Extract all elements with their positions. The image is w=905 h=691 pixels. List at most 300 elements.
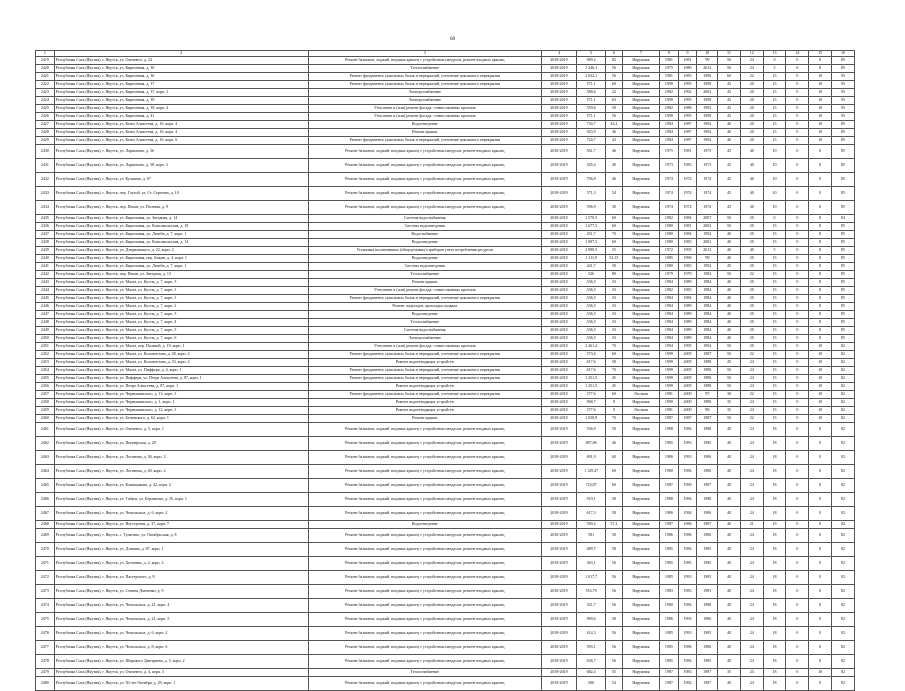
table-cell: 1987 (678, 415, 697, 423)
table-cell: 2018-2019 (541, 255, 576, 263)
table-cell: Республика Саха (Якутия), г. Якутск, ул. Кирпичная, д. 30 (54, 65, 308, 73)
table-cell: 45 (718, 89, 741, 97)
table-cell: 70 (606, 343, 623, 351)
table-cell: 24 (740, 367, 763, 375)
table-cell: 2018-2019 (541, 529, 576, 543)
table-cell: 85 (832, 279, 855, 287)
table-cell: 2478 (36, 655, 55, 669)
table-cell: 1980 (660, 263, 679, 271)
table-cell: 571,3 (577, 187, 606, 201)
table-row (36, 113, 855, 121)
table-cell: 2018-2019 (541, 507, 576, 521)
table-cell: 8 (809, 327, 832, 335)
table-cell: 2007 (697, 215, 718, 223)
table-cell: 18 (763, 655, 786, 669)
table-cell: 0 (786, 319, 809, 327)
table-cell: 1981 (660, 391, 679, 399)
table-cell: 0 (786, 263, 809, 271)
table-cell: 2018-2019 (541, 201, 576, 215)
table-cell: 55 (606, 247, 623, 255)
table-cell: 56 (606, 557, 623, 571)
table-cell: 45 (718, 97, 741, 105)
table-cell: 22 (740, 73, 763, 81)
table-cell: Ремонт фундамента, цокольных балок и перекрытий, утепление цокольного перекрытия (308, 375, 541, 383)
table-cell: 1990 (660, 97, 679, 105)
table-cell: 15 (763, 327, 786, 335)
table-cell: 2018-2019 (541, 215, 576, 223)
table-cell: Ремонт балконов, лоджий, входных крылец с устройством пандусов, ремонт входных крылец (308, 529, 541, 543)
table-cell: 2018-2019 (541, 279, 576, 287)
table-cell: 54 (606, 677, 623, 691)
table-cell: 0 (786, 295, 809, 303)
table-cell: 82 (832, 423, 855, 437)
table-cell: Наружная (622, 263, 659, 271)
table-cell: Ремонт фундамента, цокольных балок и перекрытий, утепление цокольного перекрытия (308, 81, 541, 89)
table-cell: 0 (786, 585, 809, 599)
table-cell: 2018-2019 (541, 247, 576, 255)
table-cell: 1983 (678, 73, 697, 81)
table-row (36, 351, 855, 359)
table-row (36, 399, 855, 407)
table-cell: 82 (832, 465, 855, 479)
table-cell: 2442 (36, 271, 55, 279)
table-cell: Наружная (622, 585, 659, 599)
table-cell: 33 (606, 303, 623, 311)
table-cell: 1995 (678, 343, 697, 351)
table-cell: 82 (832, 599, 855, 613)
table-cell: Наружная (622, 479, 659, 493)
table-cell: 2464 (36, 465, 55, 479)
table-cell: 1974 (697, 187, 718, 201)
table-cell: Республика Саха (Якутия), г. Якутск, ул. Клинщикова, д. 42, корп. 2 (54, 479, 308, 493)
table-cell: 1994 (697, 137, 718, 145)
table-cell: Ремонт водоотводящих устройств (308, 359, 541, 367)
table-cell: 0 (786, 529, 809, 543)
table-row (36, 159, 855, 173)
table-cell: 1990 (660, 81, 679, 89)
table-cell: 617,3 (577, 507, 606, 521)
table-cell: 85 (832, 263, 855, 271)
table-cell: 1998 (697, 81, 718, 89)
table-cell: 0 (786, 669, 809, 677)
table-cell: 82 (832, 407, 855, 415)
table-cell: 0 (786, 399, 809, 407)
table-cell: Ремонт балконов, лоджий, входных крылец с устройством пандусов, ремонт входных крылец (308, 437, 541, 451)
column-number-header: 4 (541, 51, 576, 57)
table-row (36, 201, 855, 215)
table-cell: Республика Саха (Якутия), г. Якутск, пер. Пекан, ул. Звездная, д. 13 (54, 271, 308, 279)
table-cell: 8 (809, 231, 832, 239)
table-cell: 2018-2019 (541, 89, 576, 97)
table-cell: 20 (740, 303, 763, 311)
table-cell: Ремонт фундамента, цокольных балок и перекрытий, утепление цокольного перекрытия (308, 351, 541, 359)
table-cell: 15 (763, 391, 786, 399)
table-cell: 2454 (36, 367, 55, 375)
table-cell: 1988 (697, 359, 718, 367)
table-cell: 2428 (36, 129, 55, 137)
table-cell: 50 (718, 367, 741, 375)
table-cell: 15 (763, 271, 786, 279)
table-cell: Наружная (622, 423, 659, 437)
table-cell: 0 (786, 173, 809, 187)
table-cell: 2474 (36, 599, 55, 613)
table-row (36, 319, 855, 327)
table-cell: 561,7 (577, 145, 606, 159)
column-number-header: 2 (54, 51, 308, 57)
table-cell: 0 (786, 451, 809, 465)
table-cell: Республика Саха (Якутия), г. Якутск, ул. Магла, ул. Пиффера, д. 4, корп. 1 (54, 367, 308, 375)
table-cell: 60 (606, 239, 623, 247)
table-cell: 0 (809, 641, 832, 655)
table-cell: 1985 (660, 571, 679, 585)
table-cell: 0 (786, 145, 809, 159)
table-cell: 50 (718, 223, 741, 231)
table-cell: 1993 (678, 451, 697, 465)
table-cell: 50 (718, 351, 741, 359)
table-cell: 1984 (697, 287, 718, 295)
table-cell: 2467 (36, 507, 55, 521)
table-cell: 22 (740, 415, 763, 423)
table-cell: Теплоснабжение (308, 65, 541, 73)
table-row (36, 543, 855, 557)
table-cell: 10 (809, 343, 832, 351)
table-cell: 24 (740, 375, 763, 383)
table-cell: 2433 (36, 187, 55, 201)
table-cell: 70 (606, 415, 623, 423)
table-cell: 2457 (36, 391, 55, 399)
table-cell: 2 990,5 (577, 247, 606, 255)
table-cell: 1990 (660, 399, 679, 407)
table-cell: 20 (740, 113, 763, 121)
table-cell: 2018-2019 (541, 367, 576, 375)
table-cell: 2438 (36, 239, 55, 247)
table-cell: 85 (832, 287, 855, 295)
table-cell: 1981 (678, 223, 697, 231)
table-cell: 0 (786, 327, 809, 335)
table-cell: 571,1 (577, 81, 606, 89)
table-cell: 1992 (697, 231, 718, 239)
table-cell: Наружная (622, 223, 659, 231)
table-row (36, 129, 855, 137)
table-cell: 2018-2019 (541, 97, 576, 105)
table-cell: 1986 (697, 613, 718, 627)
table-cell: 0 (809, 507, 832, 521)
table-cell: 1986 (660, 613, 679, 627)
table-cell: 40 (718, 287, 741, 295)
table-cell: 2477 (36, 641, 55, 655)
table-cell: 82 (832, 613, 855, 627)
table-cell: 15 (763, 239, 786, 247)
table-cell: 919,1 (577, 493, 606, 507)
table-cell: 24 (740, 451, 763, 465)
table-cell: 15 (763, 311, 786, 319)
table-cell: 0 (809, 493, 832, 507)
table-cell: 57,2 (606, 521, 623, 529)
table-cell: 1999 (660, 367, 679, 375)
table-cell: 15 (763, 231, 786, 239)
table-cell: 1984 (697, 335, 718, 343)
table-cell: 2450 (36, 335, 55, 343)
table-cell: 1988 (697, 599, 718, 613)
table-cell: 1989 (678, 303, 697, 311)
table-cell: 1987 (697, 415, 718, 423)
table-cell: 571,1 (577, 97, 606, 105)
table-cell: 5 (763, 247, 786, 255)
table-cell: 2018-2019 (541, 521, 576, 529)
table-cell: 82 (832, 437, 855, 451)
table-cell: Республика Саха (Якутия), г. Якутск, ул. Магла, ул. Колонистова, д. 28, корп. 2 (54, 351, 308, 359)
table-cell: 1988 (678, 105, 697, 113)
table-cell: 18 (763, 507, 786, 521)
table-cell: 50 (606, 263, 623, 271)
table-cell: 0 (786, 437, 809, 451)
table-cell: Республика Саха (Якутия), г. Якутск, ул. Дзержинского, д. 22, корп. 2 (54, 247, 308, 255)
table-cell: Республика Саха (Якутия), г. Якутск, ул. Магла, ул. Кусты, д. 7, корп. 2 (54, 303, 308, 311)
table-cell: 2018-2019 (541, 239, 576, 247)
table-cell: 20 (740, 327, 763, 335)
table-cell: 24 (740, 407, 763, 415)
table-cell: 1984 (697, 319, 718, 327)
table-cell: 82 (832, 367, 855, 375)
table-cell: 0 (786, 271, 809, 279)
table-cell: Электроснабжение (308, 97, 541, 105)
table-cell: Ремонт балконов, лоджий, входных крылец с устройством пандусов, ремонт входных крылец (308, 57, 541, 65)
table-cell: Республика Саха (Якутия), г. Якутск, ул. Кулакова, д. 67 (54, 173, 308, 187)
table-cell: Система водоснабжения (308, 327, 541, 335)
table-cell: 18 (763, 613, 786, 627)
table-cell: 867,86 (577, 437, 606, 451)
table-cell: Республика Саха (Якутия), г. Якутск, ул. Кешх Алексеева, д. 10, корп. 6 (54, 137, 308, 145)
table-cell: 0 (786, 121, 809, 129)
table-cell: Ремонт балконов, лоджий, входных крылец с устройством пандусов, ремонт входных крылец (308, 159, 541, 173)
table-cell: 1984 (660, 335, 679, 343)
table-cell: 526 (577, 271, 606, 279)
table-row (36, 655, 855, 669)
table-cell: 2420 (36, 65, 55, 73)
table-cell: 0 (809, 423, 832, 437)
table-cell: 50 (718, 215, 741, 223)
table-cell: 2018-2019 (541, 613, 576, 627)
table-cell: 60 (606, 223, 623, 231)
table-cell: 22 (740, 271, 763, 279)
table-cell: Установка коллективных (общедомовых) приборов учета потребления ресурсов (308, 247, 541, 255)
table-cell: 24 (740, 465, 763, 479)
table-cell: 1975 (660, 65, 679, 73)
table-row (36, 367, 855, 375)
table-cell: 15 (763, 73, 786, 81)
column-number-header: 3 (308, 51, 541, 57)
table-cell: 2434 (36, 201, 55, 215)
table-cell: 2465 (36, 479, 55, 493)
table-cell: Наружная (622, 145, 659, 159)
table-cell: Ремонт балконов, лоджий, входных крылец с устройством пандусов, ремонт входных крылец (308, 145, 541, 159)
table-cell: 10 (763, 201, 786, 215)
table-cell: Электроснабжение (308, 89, 541, 97)
table-cell: 24 (740, 57, 763, 65)
table-cell: 1984 (697, 327, 718, 335)
table-cell: Ремонт фундамента, цокольных балок и перекрытий, утепление цокольного перекрытия (308, 367, 541, 375)
table-cell: 2471 (36, 557, 55, 571)
table-cell: 40 (740, 145, 763, 159)
table-cell: 24 (740, 507, 763, 521)
table-cell: 40 (718, 247, 741, 255)
table-cell: 1986 (678, 521, 697, 529)
table-cell: 8 (809, 223, 832, 231)
table-cell: 15 (763, 105, 786, 113)
table-cell: 1999 (660, 383, 679, 391)
table-cell: Наружная (622, 231, 659, 239)
table-cell: 2018-2019 (541, 231, 576, 239)
column-number-header: 7 (622, 51, 659, 57)
table-cell: 2456 (36, 383, 55, 391)
table-cell: 22 (740, 351, 763, 359)
table-cell: 1 129,47 (577, 465, 606, 479)
table-cell: 536,5 (577, 295, 606, 303)
table-cell: 1980 (697, 375, 718, 383)
table-cell: 0 (786, 159, 809, 173)
table-cell: 2000 (678, 391, 697, 399)
table-cell: 56 (606, 599, 623, 613)
table-cell: 15 (763, 383, 786, 391)
table-cell: 536,5 (577, 319, 606, 327)
table-cell: 593,1 (577, 641, 606, 655)
table-cell: 1980 (697, 367, 718, 375)
table-cell: 85 (832, 255, 855, 263)
table-cell: 82 (832, 521, 855, 529)
table-cell: 50 (718, 343, 741, 351)
table-cell: Лестная (622, 407, 659, 415)
table-cell: 10 (809, 367, 832, 375)
table-cell: 1974 (678, 187, 697, 201)
table-cell: 85 (832, 295, 855, 303)
column-number-header: 1 (36, 51, 55, 57)
table-cell: 2018-2019 (541, 137, 576, 145)
table-cell: 46 (606, 129, 623, 137)
table-cell: Республика Саха (Якутия), г. Якутск, пер. Глухой, ул. Ст. Сергеева, д. 10 (54, 187, 308, 201)
table-cell: 82 (832, 383, 855, 391)
table-cell: 1985 (678, 557, 697, 571)
table-cell: 506 (577, 677, 606, 691)
table-cell: 22 (740, 391, 763, 399)
table-cell: Республика Саха (Якутия), г. Якутск, ул. Магла, ул. Кусты, д. 7, корп. 4 (54, 319, 308, 327)
table-cell: 70 (606, 231, 623, 239)
table-cell: 85 (832, 223, 855, 231)
table-cell: 2018-2019 (541, 571, 576, 585)
table-cell: 1984 (697, 303, 718, 311)
table-cell: 2018-2019 (541, 173, 576, 187)
table-row (36, 359, 855, 367)
table-cell: 15 (763, 351, 786, 359)
table-cell: 82 (832, 543, 855, 557)
table-cell: Наружная (622, 295, 659, 303)
table-cell: 0 (809, 173, 832, 187)
table-cell: 40 (718, 507, 741, 521)
table-cell: 60 (606, 479, 623, 493)
table-cell: 2018-2019 (541, 585, 576, 599)
table-row (36, 73, 855, 81)
table-cell: 33 (606, 311, 623, 319)
table-cell: 24 (740, 493, 763, 507)
table-cell: 1975 (660, 145, 679, 159)
table-cell: 1988 (660, 493, 679, 507)
table-cell: 15 (763, 279, 786, 287)
table-cell: Водоотведение (308, 255, 541, 263)
table-cell: Ремонт балконов, лоджий, входных крылец с устройством пандусов, ремонт входных крылец (308, 557, 541, 571)
table-cell: 0 (786, 287, 809, 295)
table-cell: Ремонт балконов, лоджий, входных крылец с устройством пандусов, ремонт входных крылец (308, 571, 541, 585)
table-cell: 2421 (36, 73, 55, 81)
table-cell: 2462 (36, 437, 55, 451)
table-cell: 10 (809, 391, 832, 399)
table-cell: 40 (718, 327, 741, 335)
table-cell: 40 (718, 557, 741, 571)
table-cell: 1994 (697, 121, 718, 129)
table-cell: 8 (606, 399, 623, 407)
table-cell: 8 (809, 287, 832, 295)
table-cell: 1994 (697, 343, 718, 351)
table-cell: 15 (763, 303, 786, 311)
table-cell: 2009 (678, 375, 697, 383)
table-cell: 40 (718, 121, 741, 129)
table-cell: 1989 (678, 311, 697, 319)
table-cell: 18 (763, 571, 786, 585)
table-cell: Республика Саха (Якутия), г. Якутск, ул. Магла, ул. Кусты, д. 7, корп. 3 (54, 311, 308, 319)
table-cell: 2439 (36, 247, 55, 255)
table-cell: 20 (740, 97, 763, 105)
table-cell: Республика Саха (Якутия), г. Якутск, ул. Петра Алексеева, д. 87, корп. 1 (54, 383, 308, 391)
table-cell: Наружная (622, 65, 659, 73)
table-row (36, 81, 855, 89)
table-cell: 0 (786, 89, 809, 97)
table-cell: 0 (786, 375, 809, 383)
table-cell: 45 (718, 201, 741, 215)
table-cell: 35 (718, 399, 741, 407)
table-cell: 1984 (660, 279, 679, 287)
table-cell: 1983 (697, 271, 718, 279)
table-cell: 1993 (678, 627, 697, 641)
table-cell: 1984 (678, 423, 697, 437)
table-cell: 2452 (36, 351, 55, 359)
table-cell: 40 (740, 173, 763, 187)
table-cell: 50 (718, 415, 741, 423)
table-cell: 24 (740, 571, 763, 585)
table-cell: 82 (832, 493, 855, 507)
table-cell: Наружная (622, 465, 659, 479)
table-cell: 2018-2019 (541, 383, 576, 391)
table-cell: 1984 (660, 319, 679, 327)
table-cell: 46 (606, 437, 623, 451)
table-cell: 1983 (697, 585, 718, 599)
table-cell: 2461 (36, 423, 55, 437)
table-cell: Республика Саха (Якутия), г. Якутск, ул. Кирпичная, д. 37, корп. 1 (54, 89, 308, 97)
table-cell: 2018-2019 (541, 223, 576, 231)
table-cell: 8 (809, 255, 832, 263)
table-cell: 10 (763, 145, 786, 159)
table-cell: '99 (697, 255, 718, 263)
table-cell: Ремонт крыши (308, 279, 541, 287)
table-cell: Республика Саха (Якутия), г. Якутск, ул. Пастерского, д. 8 (54, 571, 308, 585)
table-cell: Республика Саха (Якутия), г. Якутск, ул. 50-лет Октября, д. 29, корп. 1 (54, 677, 308, 691)
table-cell: 95 (832, 105, 855, 113)
table-cell: Ремонт балконов, лоджий, входных крылец с устройством пандусов, ремонт входных крылец (308, 173, 541, 187)
table-cell: 2018-2019 (541, 57, 576, 65)
table-cell: 8 (809, 65, 832, 73)
table-cell: 2009 (678, 351, 697, 359)
table-cell: Республика Саха (Якутия), г. Якутск, пер. Пекан, ул. Полевая, д. 9 (54, 201, 308, 215)
table-cell: Ремонт водоотводящих устройств (308, 407, 541, 415)
table-row (36, 239, 855, 247)
table-cell: 1985 (697, 543, 718, 557)
